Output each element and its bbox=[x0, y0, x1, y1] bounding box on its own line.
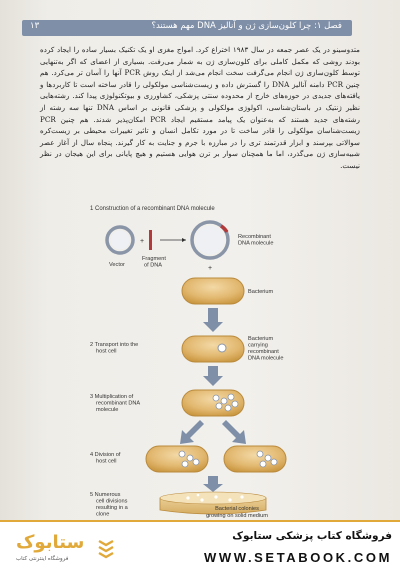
book-stack-icon bbox=[98, 538, 114, 560]
plus-sign-2: + bbox=[208, 265, 213, 272]
footer-rule bbox=[0, 520, 400, 522]
flow-arrow-2 bbox=[203, 366, 223, 386]
store-footer bbox=[0, 520, 400, 575]
step2-label: 2 Transport into the host cell bbox=[90, 342, 139, 355]
split-arrow-left bbox=[180, 420, 204, 444]
dna-fragment bbox=[149, 230, 152, 250]
recombinant-label: Recombinant DNA molecule bbox=[238, 234, 274, 247]
store-name: فروشگاه کتاب پزشکی ستابوک bbox=[232, 530, 392, 542]
chapter-title: فصل ۱: چرا کلون‌سازی ژن و آنالیز DNA مهم هستند؟ bbox=[151, 21, 342, 31]
logo-wordmark: ستابوک bbox=[16, 532, 85, 553]
step1-label: 1 Construction of a recombinant DNA molecule bbox=[90, 206, 215, 212]
flow-arrow-1 bbox=[203, 308, 223, 332]
carrying-label: Bacterium carrying recombinant DNA molecule bbox=[248, 336, 284, 362]
daughter-cell-right bbox=[224, 446, 286, 472]
logo-tagline: فروشگاه اینترنتی کتاب bbox=[16, 556, 69, 562]
body-paragraph: متدوسینو در یک عصر جمعه در سال ۱۹۸۳ اختراع کرد. امواج مغزی او یک تکنیک بسیار ساده را ایجاد کرده بودند روشی که مکمل کاملی برای کلون‌سازی ژن به شمار می‌رفت. بسیاری از اعضای که اگر به‌تنهایی توسط کلون‌سازی ژن انجام می‌گرفت سخت انجام می‌شد از اینک روش PCR آنها را آسان تر می‌کرد. هم چنین PCR دامنه آنالیز DNA را گسترش داده و زیست‌شناسی مولکولی را قادر ساخته است تا کاربردها و یافته‌های جدیدی در حوزه‌های خارج از محدوده سنتی پزشکی، کشاورزی و بیوتکنولوژی پیدا کند. رشته‌هایی نظیر ژنتیک در باستان‌شناسی، اکولوژی مولکولی و پزشکی قانونی بر اساس DNA تنها سه رشته از رشته‌های جدید هستند که به‌عنوان یک پیامد مستقیم ایجاد PCR امکان‌پذیر شدند. هم چنین PCR زیست‌شناسان مولکولی را قادر ساخت تا در مورد تکامل انسان و تاثیر تغییرات محیطی بر زیست‌کره سوالاتی بپرسند و ابزار قدرتمند تری را در مبارزه با جرم و جنایت به کار گیرند. پنجاه سال از آغاز عصر شبیه‌سازی ژن می‌گذرد، اما ما همچنان سوار بر ترن هوایی هستیم و هیچ پایانی برای این هیجان در نظر نیست. bbox=[40, 45, 361, 170]
page-number: ۱۳ bbox=[30, 21, 40, 31]
step4-label: 4 Division of host cell bbox=[90, 452, 121, 465]
diagram-svg bbox=[90, 198, 390, 518]
daughter-cell-left bbox=[146, 446, 208, 472]
colonies-label: Bacterial colonies growing on solid medium bbox=[206, 506, 268, 519]
vector-label: Vector bbox=[109, 262, 125, 268]
cloning-diagram bbox=[90, 198, 390, 518]
plus-sign-1: + bbox=[140, 238, 145, 245]
store-logo[interactable] bbox=[6, 528, 114, 570]
chapter-header bbox=[22, 20, 352, 36]
bacterium-cell bbox=[182, 278, 244, 304]
store-url-link[interactable]: WWW.SETABOOK.COM bbox=[204, 550, 392, 565]
step5-label: 5 Numerous cell divisions resulting in a clone bbox=[90, 492, 128, 518]
flow-arrow-3 bbox=[203, 476, 223, 492]
split-arrow-right bbox=[222, 420, 246, 444]
step3-label: 3 Multiplication of recombinant DNA molecule bbox=[90, 394, 141, 413]
host-cell-carrying bbox=[182, 336, 244, 362]
bacterium-label: Bacterium bbox=[248, 289, 274, 295]
fragment-label: Fragment of DNA bbox=[142, 256, 166, 269]
